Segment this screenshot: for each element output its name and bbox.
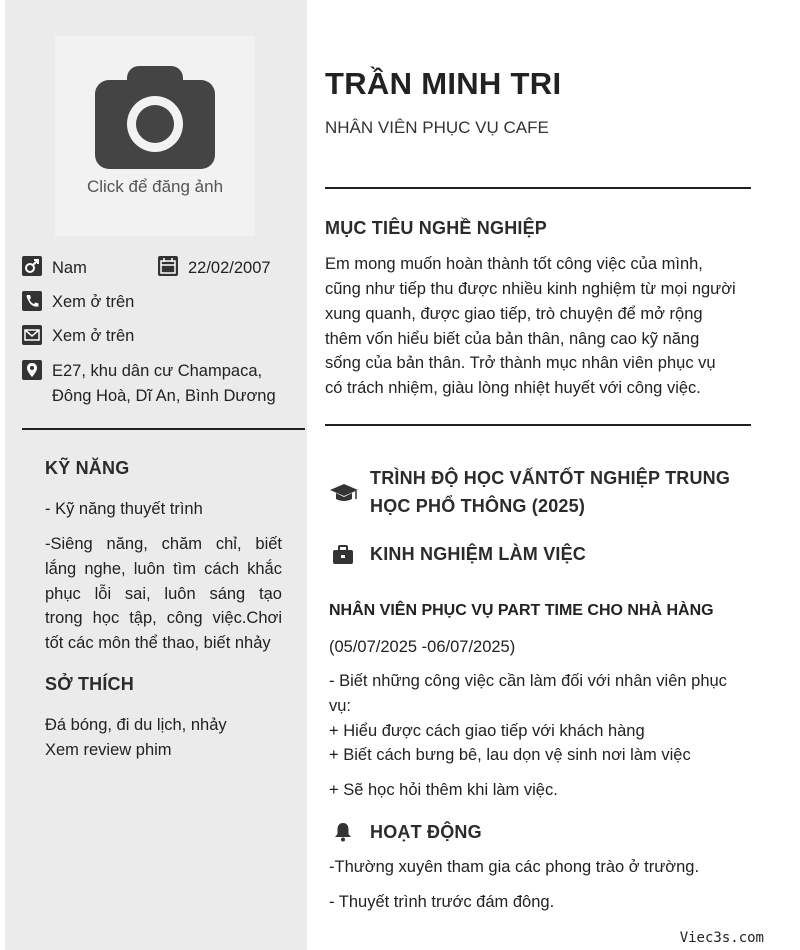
skills-title: KỸ NĂNG <box>45 458 130 478</box>
hobbies-title: SỞ THÍCH <box>45 674 134 694</box>
email-value: Xem ở trên <box>52 327 135 345</box>
skill-item-2-line-5: tốt các môn thể thao, biết nhảy <box>45 634 271 652</box>
skill-item-2-line-4: trong học tập, công việc.Chơi <box>45 609 282 627</box>
photo-caption: Click để đăng ảnh <box>86 177 224 196</box>
skill-item-2-line-2: lắng nghe, luôn tìm cách khắc <box>45 560 282 578</box>
phone-icon <box>22 291 42 311</box>
skill-item-2-line-1: -Siêng năng, chăm chỉ, biết <box>45 535 282 553</box>
activity-item-1: -Thường xuyên tham gia các phong trào ở trường. <box>329 858 700 876</box>
hobby-line-2: Xem review phim <box>45 741 172 759</box>
experience-point-3: + Sẽ học hỏi thêm khi làm việc. <box>329 781 558 799</box>
activities-title: HOẠT ĐỘNG <box>370 822 482 842</box>
footer-brand: Viec3s.com <box>679 930 764 946</box>
objective-title: MỤC TIÊU NGHỀ NGHIỆP <box>325 218 548 238</box>
hobby-line-1: Đá bóng, đi du lịch, nhảy <box>45 716 227 734</box>
email-icon <box>22 325 42 345</box>
birthdate-value: 22/02/2007 <box>188 259 271 277</box>
experience-period: (05/07/2025 -06/07/2025) <box>329 638 516 656</box>
bell-icon <box>334 822 352 842</box>
location-icon <box>22 360 42 380</box>
phone-value: Xem ở trên <box>52 293 135 311</box>
activity-item-2: - Thuyết trình trước đám đông. <box>329 893 555 911</box>
objective-line-2: cũng như tiếp thu được nhiều kinh nghiệm từ mọi người <box>325 280 736 298</box>
skill-item-2-line-3: phục lỗi sai, luôn sáng tạo <box>45 585 282 603</box>
experience-point-2: + Biết cách bưng bê, lau dọn vệ sinh nơi làm việc <box>329 746 691 764</box>
experience-point-1: + Hiểu được cách giao tiếp với khách hàng <box>329 722 645 740</box>
objective-line-1: Em mong muốn hoàn thành tốt công việc của mình, <box>325 255 703 273</box>
objective-line-4: thêm vốn hiểu biết của bản thân, nâng cao kỹ năng <box>325 330 700 348</box>
experience-desc-line-1: - Biết những công việc cần làm đối với nhân viên phục <box>329 672 727 690</box>
briefcase-icon <box>332 545 354 565</box>
job-title: NHÂN VIÊN PHỤC VỤ CAFE <box>325 118 549 137</box>
candidate-name: TRẦN MINH TRI <box>325 66 562 101</box>
objective-line-6: có trách nhiệm, giàu lòng nhiệt huyết với công việc. <box>325 379 701 397</box>
address-line-2: Đông Hoà, Dĩ An, Bình Dương <box>52 387 276 405</box>
sidebar-divider <box>22 428 305 430</box>
objective-divider <box>325 424 751 426</box>
experience-title: KINH NGHIỆM LÀM VIỆC <box>370 544 587 564</box>
calendar-icon <box>158 256 178 276</box>
experience-job: NHÂN VIÊN PHỤC VỤ PART TIME CHO NHÀ HÀNG <box>329 602 714 619</box>
gender-value: Nam <box>52 259 87 277</box>
education-line-2: HỌC PHỔ THÔNG (2025) <box>370 496 586 516</box>
camera-icon <box>95 64 215 169</box>
address-line-1: E27, khu dân cư Champaca, <box>52 362 263 380</box>
gender-icon <box>22 256 42 276</box>
experience-desc-line-2: vụ: <box>329 697 352 715</box>
graduation-cap-icon <box>329 482 359 504</box>
header-divider <box>325 187 751 189</box>
objective-line-5: sống của bản thân. Trở thành mục nhân viên phục vụ <box>325 354 716 372</box>
skill-item-1: - Kỹ năng thuyết trình <box>45 500 203 518</box>
objective-line-3: xung quanh, được giao tiếp, trò chuyện để mở rộng <box>325 305 703 323</box>
photo-upload[interactable] <box>55 36 255 236</box>
education-line-1: TRÌNH ĐỘ HỌC VẤNTỐT NGHIỆP TRUNG <box>370 468 731 488</box>
